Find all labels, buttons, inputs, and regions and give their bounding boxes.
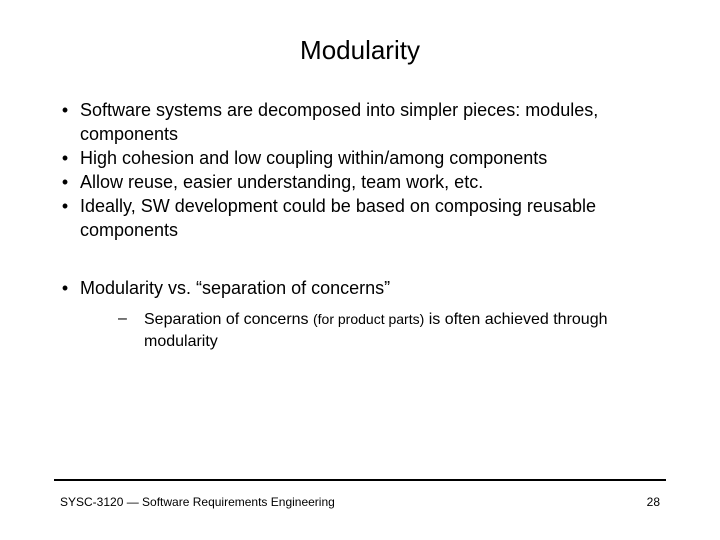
sub-bullet-text-part1: Separation of concerns: [144, 311, 313, 328]
bullet-text: Ideally, SW development could be based on composing reusable components: [80, 196, 596, 240]
slide-title: Modularity: [300, 35, 420, 65]
bullet-text: Modularity vs. “separation of concerns”: [80, 278, 391, 298]
bullet-text: Software systems are decomposed into simpler pieces: modules, components: [80, 100, 599, 144]
bullet-text: Allow reuse, easier understanding, team work, etc.: [80, 172, 484, 192]
bullet-item: [56, 170, 676, 194]
bullet-item: [56, 276, 676, 353]
bullet-marker: •: [61, 172, 69, 192]
bullet-text: High cohesion and low coupling within/among components: [80, 148, 548, 168]
sub-bullet-text-part3: is often achieved through modularity: [144, 311, 608, 350]
slide-page-number: 28: [646, 495, 660, 509]
bullet-marker: •: [61, 278, 69, 298]
sub-bullet-item: [118, 308, 676, 353]
footer-divider: [54, 479, 666, 481]
bullet-marker: •: [61, 148, 69, 168]
footer-course-title: SYSC-3120 — Software Requirements Engineering: [60, 495, 335, 509]
bullet-marker: •: [61, 196, 69, 216]
bullet-marker: •: [61, 100, 69, 120]
bullet-list: [56, 98, 676, 353]
bullet-item: [56, 98, 676, 146]
bullet-spacer: [56, 242, 676, 276]
bullet-item: [56, 146, 676, 170]
sub-bullet-marker: –: [118, 310, 127, 327]
bullet-item: [56, 194, 676, 242]
sub-bullet-text-parenthetical: (for product parts): [313, 311, 425, 327]
